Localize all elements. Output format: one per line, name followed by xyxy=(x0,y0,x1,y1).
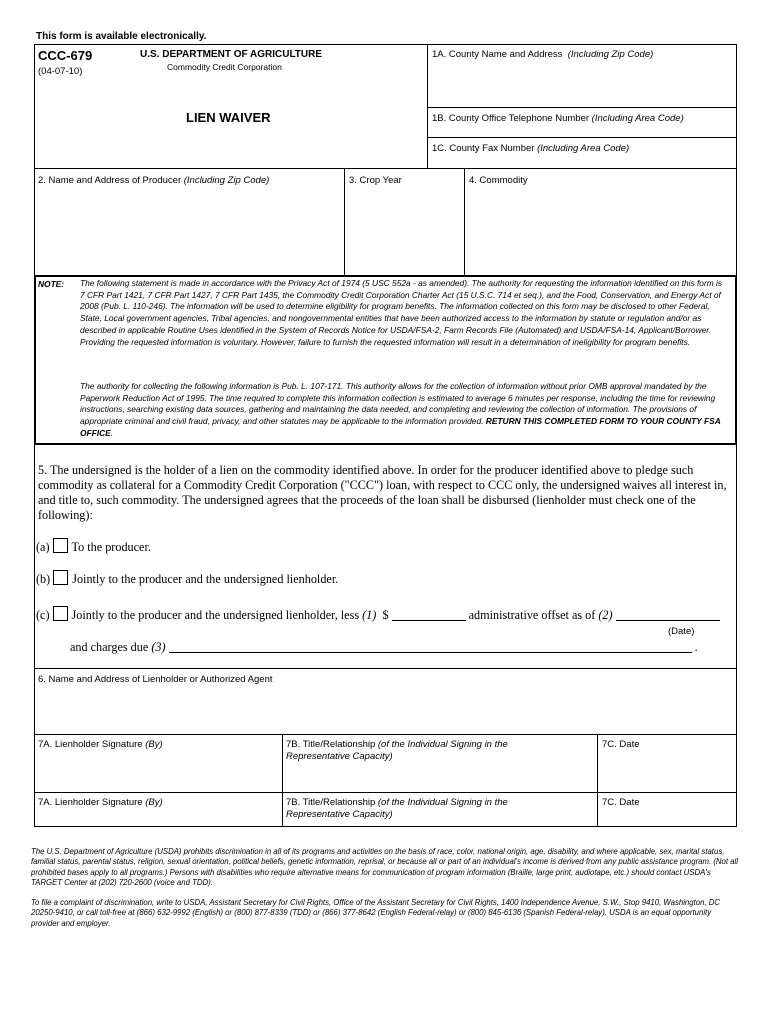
charges-due-input[interactable] xyxy=(169,640,692,653)
marker-3: (3) xyxy=(151,640,166,654)
field-7c-label-2: 7C. Date xyxy=(602,797,640,808)
option-c-checkbox[interactable] xyxy=(53,606,68,621)
form-date: (04-07-10) xyxy=(38,66,83,77)
lienholder-name-address-input[interactable] xyxy=(36,688,734,732)
option-a-row xyxy=(36,538,151,555)
nondiscrimination-statement: The U.S. Department of Agriculture (USDA) prohibits discrimination in all of its programs and activities on the basis of race, color, national origin, age, disability, and where applicable, sex, marital status, familial status, parental status, religion, sexual orientation, political beliefs, genetic information, reprisal, or because all or part of an individual's income is derived from any public assistance program. (Not all prohibited bases apply to all programs.) Persons with disabilities who require alternative means for communication of program information (Braille, large print, audiotape, etc.) should contact USDA's TARGET Center at (202) 720-2600 (voice and TDD). xyxy=(31,847,739,888)
lienholder-signature-input-1[interactable] xyxy=(36,752,280,790)
title-relationship-input-1[interactable] xyxy=(284,764,595,790)
crop-year-input[interactable] xyxy=(346,190,462,274)
charges-label: and charges due xyxy=(70,640,149,654)
option-b-row xyxy=(36,570,338,587)
commodity-input[interactable] xyxy=(466,190,734,274)
date-input-2[interactable] xyxy=(599,810,734,825)
county-fax-input[interactable] xyxy=(428,154,736,166)
option-a-checkbox[interactable] xyxy=(53,538,68,553)
field-1b-label: 1B. County Office Telephone Number (Including Area Code) xyxy=(432,113,684,124)
field-7a-label-1: 7A. Lienholder Signature (By) xyxy=(38,739,163,750)
complaint-statement: To file a complaint of discrimination, write to USDA, Assistant Secretary for Civil Rights, Office of the Assistant Secretary for Civil Rights, 1400 Independence Avenue, S.W., Stop 9410, Washington, DC 20250-9410, or call toll-free at (866) 632-9992 (English) or (800) 877-8339 (TDD) or (866) 377-8642 (English Federal-relay) or (800) 845-6136 (Spanish Federal-relay). USDA is an equal opportunity provider and employer. xyxy=(31,898,721,928)
field-7c-label-1: 7C. Date xyxy=(602,739,640,750)
option-c-letter: (c) xyxy=(36,608,50,622)
offset-text: administrative offset as of xyxy=(468,608,596,622)
option-c-row xyxy=(36,606,720,623)
form-title: LIEN WAIVER xyxy=(186,110,271,125)
marker-1: (1) xyxy=(362,608,377,622)
note-label: NOTE: xyxy=(38,279,65,289)
option-b-checkbox[interactable] xyxy=(53,570,68,585)
option-b-label: Jointly to the producer and the undersigned lienholder. xyxy=(72,572,339,586)
offset-date-input[interactable] xyxy=(616,608,720,621)
field-7b-label-1: 7B. Title/Relationship (of the Individual Signing in the Representative Capacity) xyxy=(286,739,508,762)
date-caption: (Date) xyxy=(668,626,695,637)
lienholder-signature-input-2[interactable] xyxy=(36,810,280,825)
section-5-text: 5. The undersigned is the holder of a lien on the commodity identified above. In order for the producer identified above to pledge such commodity as collateral for a Commodity Credit Corporation ("CCC") loan, with respect to CCC only, the undersigned waives all interest in, and title to, such commodity. The undersigned agrees that the proceeds of the loan shall be disbursed (lienholder must check one of the following): xyxy=(38,463,727,522)
producer-name-address-input[interactable] xyxy=(36,190,342,274)
form-number: CCC-679 xyxy=(38,48,93,63)
option-c-label: Jointly to the producer and the undersigned lienholder, less xyxy=(71,608,360,622)
field-7a-label-2: 7A. Lienholder Signature (By) xyxy=(38,797,163,808)
charges-row: and charges due (3) . xyxy=(70,640,698,654)
marker-2: (2) xyxy=(598,608,613,622)
offset-amount-input[interactable] xyxy=(392,608,466,621)
field-4-label: 4. Commodity xyxy=(469,175,528,186)
county-phone-input[interactable] xyxy=(428,124,736,136)
county-name-address-input[interactable] xyxy=(428,60,736,106)
department-name: U.S. DEPARTMENT OF AGRICULTURE xyxy=(140,49,323,60)
option-a-letter: (a) xyxy=(36,540,50,554)
field-1a-label: 1A. County Name and Address (Including Zip Code) xyxy=(432,49,654,60)
field-2-label: 2. Name and Address of Producer (Including Zip Code) xyxy=(38,175,270,186)
paperwork-statement: The authority for collecting the following information is Pub. L. 107-171. This authority allows for the collection of information without prior OMB approval mandated by the Paperwork Reduction Act of 1995. The time required to complete this information collection is estimated to average 6 minutes per response, including the time for reviewing instructions, searching existing data sources, gathering and maintaining the data needed, and completing and reviewing the collection of information. The provisions of appropriate criminal and civil fraud, privacy, and other statutes may be applicable to the information provided. RETURN THIS COMPLETED FORM TO YOUR COUNTY FSA OFFICE. xyxy=(80,381,721,438)
privacy-statement: The following statement is made in accordance with the Privacy Act of 1974 (5 USC 552a - as amended). The authority for requesting the information identified on this form is 7 CFR Part 1421, 7 CFR Part 1427, 7 CFR Part 1435, the Commodity Credit Corporation Charter Act (15 U.S.C. 714 et seq.), and the Food, Conservation, and Energy Act of 2008 (Pub. L. 110-246). The information will be used to determine eligibility for program benefits. The information collected on this form may be disclosed to other Federal, State, Local government agencies, Tribal agencies, and nongovernmental entities that have been authorized access to the information by statute or regulation and/or as described in applicable Routine Uses identified in the System of Records Notice for USDA/FSA-2, Farm Records File (Automated) and USDA/FSA-14, Applicant/Borrower. Providing the requested information is voluntary. However, failure to furnish the requested information will result in a determination of ineligibility for program benefits. xyxy=(80,278,723,347)
option-a-label: To the producer. xyxy=(71,540,151,554)
date-input-1[interactable] xyxy=(599,752,734,790)
dollar-sign: $ xyxy=(382,608,389,622)
field-7b-label-2: 7B. Title/Relationship (of the Individual Signing in the Representative Capacity) xyxy=(286,797,508,820)
availability-note: This form is available electronically. xyxy=(36,31,207,42)
field-3-label: 3. Crop Year xyxy=(349,175,402,186)
return-instruction: RETURN THIS COMPLETED FORM TO YOUR COUNTY FSA OFFICE xyxy=(80,416,721,438)
field-6-label: 6. Name and Address of Lienholder or Authorized Agent xyxy=(38,674,273,685)
field-1c-label: 1C. County Fax Number (Including Area Code) xyxy=(432,143,630,154)
option-b-letter: (b) xyxy=(36,572,51,586)
agency-name: Commodity Credit Corporation xyxy=(167,62,282,72)
